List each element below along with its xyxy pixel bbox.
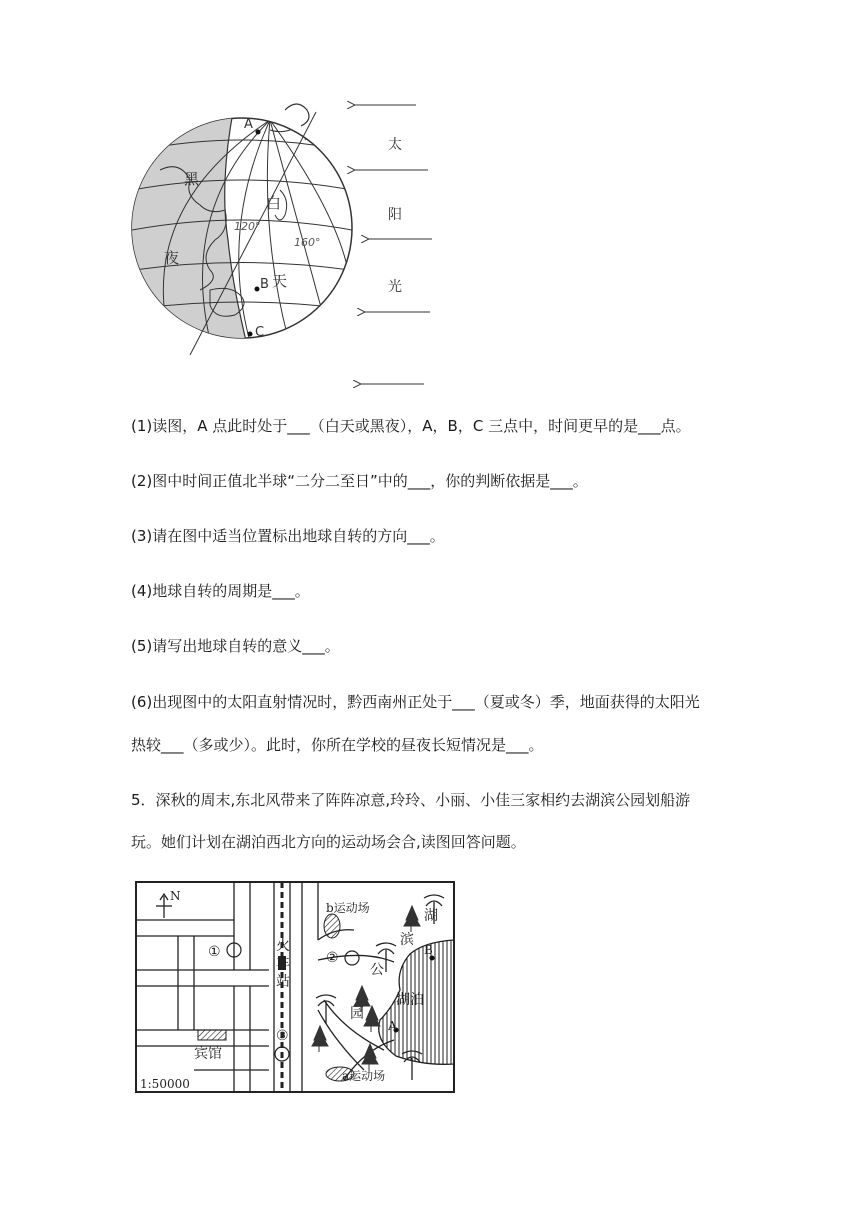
sun-char-3: 光 xyxy=(388,279,402,295)
label-a-field: a运动场 xyxy=(342,1069,386,1083)
label-lon-160: 160° xyxy=(294,236,321,249)
label-marker-a: A xyxy=(388,1019,397,1033)
label-station-3: 站 xyxy=(276,974,290,990)
label-b-field: b运动场 xyxy=(326,901,370,915)
label-hei: 黑 xyxy=(184,170,200,188)
question-6-line1: (6)出现图中的太阳直射情况时，黔西南州正处于___（夏或冬）季，地面获得的太阳光 xyxy=(131,693,700,711)
b-field xyxy=(324,914,340,938)
problem5-line1: 5．深秋的周末,东北风带来了阵阵凉意,玲玲、小丽、小佳三家相约去湖滨公园划船游 xyxy=(131,791,691,809)
problem5-line2: 玩。她们计划在湖泊西北方向的运动场会合,读图回答问题。 xyxy=(131,833,526,851)
label-station-2: 车 xyxy=(276,956,290,972)
label-bai: 白 xyxy=(266,194,282,212)
label-park-1: 湖 xyxy=(424,908,438,924)
label-lon-120: 120° xyxy=(234,220,261,233)
sun-char-2: 阳 xyxy=(388,207,402,223)
label-park-4: 园 xyxy=(350,1006,364,1022)
label-station-1: 火 xyxy=(276,938,290,954)
label-tian: 天 xyxy=(272,272,288,290)
label-marker-one: ① xyxy=(208,944,221,960)
point-c xyxy=(248,332,253,337)
label-scale: 1:50000 xyxy=(140,1077,190,1091)
question-4: (4)地球自转的周期是___。 xyxy=(131,582,310,600)
label-ye: 夜 xyxy=(164,249,180,267)
label-park-3: 公 xyxy=(370,962,384,978)
label-hotel: 宾馆 xyxy=(194,1046,222,1062)
question-2: (2)图中时间正值北半球“二分二至日”中的___，你的判断依据是___。 xyxy=(131,472,588,490)
label-north: N xyxy=(170,889,181,903)
park-map xyxy=(134,880,458,1096)
question-6-line2: 热较___（多或少）。此时，你所在学校的昼夜长短情况是___。 xyxy=(131,736,544,754)
label-marker-b: B xyxy=(424,943,433,957)
question-5: (5)请写出地球自转的意义___。 xyxy=(131,637,340,655)
point-a-label: A xyxy=(244,117,253,132)
hotel-block xyxy=(198,1030,226,1040)
question-1: (1)读图，A 点此时处于___（白天或黑夜），A，B，C 三点中，时间更早的是___点。 xyxy=(131,417,691,435)
point-c-label: C xyxy=(255,325,265,340)
point-b xyxy=(255,287,260,292)
label-lake: 湖泊 xyxy=(396,992,424,1008)
sun-char-1: 太 xyxy=(388,137,402,153)
question-3: (3)请在图中适当位置标出地球自转的方向___。 xyxy=(131,527,445,545)
point-a xyxy=(256,130,261,135)
arctic-circle-mark xyxy=(285,104,309,126)
point-b-label: B xyxy=(260,277,269,292)
label-marker-three: ③ xyxy=(276,1028,289,1044)
label-park-2: 滨 xyxy=(400,932,414,948)
label-marker-two: ② xyxy=(326,950,339,966)
